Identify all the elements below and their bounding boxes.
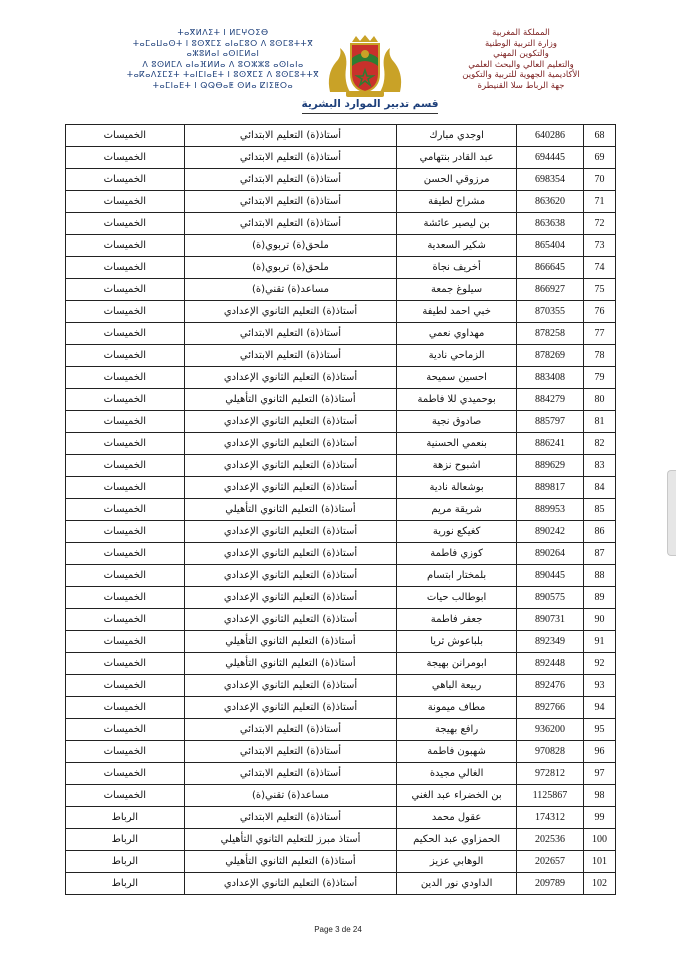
grade-cell: أستاذ(ة) التعليم الثانوي الإعدادي	[184, 367, 397, 389]
directorate-cell: الخميسات	[66, 345, 185, 367]
directorate-cell: الخميسات	[66, 169, 185, 191]
employee-id-cell: 890264	[516, 543, 583, 565]
table-row	[66, 587, 616, 609]
employee-id-cell: 886241	[516, 433, 583, 455]
employee-id-cell: 174312	[516, 807, 583, 829]
employee-id-cell: 889817	[516, 477, 583, 499]
row-number-cell: 102	[584, 873, 616, 895]
grade-cell: أستاذ(ة) التعليم الثانوي الإعدادي	[184, 873, 397, 895]
directorate-cell: الخميسات	[66, 455, 185, 477]
table-row	[66, 191, 616, 213]
grade-cell: أستاذ(ة) التعليم الثانوي الإعدادي	[184, 675, 397, 697]
employee-name-cell: الداودي نور الدين	[397, 873, 517, 895]
employee-name-cell: بوحميدي للا فاطمة	[397, 389, 517, 411]
row-number-cell: 93	[584, 675, 616, 697]
directorate-cell: الخميسات	[66, 719, 185, 741]
grade-cell: أستاذ(ة) التعليم الثانوي الإعدادي	[184, 543, 397, 565]
employee-name-cell: شكير السعدية	[397, 235, 517, 257]
employee-id-cell: 892476	[516, 675, 583, 697]
directorate-cell: الخميسات	[66, 741, 185, 763]
row-number-cell: 74	[584, 257, 616, 279]
employee-id-cell: 890731	[516, 609, 583, 631]
directorate-cell: الخميسات	[66, 653, 185, 675]
header-tifinagh-line: ⵜⴰⵎⴰⵡⴰⵙⵜ ⵏ ⵓⵙⴳⵎⵉ ⴰⵏⴰⵎⵓⵔ ⴷ ⵓⵙⵎⵓⵜⵜⴳ	[132, 38, 314, 48]
grade-cell: أستاذ(ة) التعليم الابتدائي	[184, 125, 397, 147]
employee-id-cell: 694445	[516, 147, 583, 169]
employee-name-cell: اوجدي مبارك	[397, 125, 517, 147]
table-row	[66, 565, 616, 587]
header-arabic-line: والتعليم العالي والبحث العلمي	[468, 59, 574, 70]
employee-id-cell: 890575	[516, 587, 583, 609]
table-row	[66, 873, 616, 895]
grade-cell: أستاذ(ة) التعليم الثانوي الإعدادي	[184, 521, 397, 543]
table-row	[66, 741, 616, 763]
directorate-cell: الخميسات	[66, 323, 185, 345]
header-arabic-line: المملكة المغربية	[492, 28, 550, 38]
document-header	[0, 0, 676, 122]
employee-id-cell: 878269	[516, 345, 583, 367]
directorate-cell: الخميسات	[66, 125, 185, 147]
directorate-cell: الخميسات	[66, 499, 185, 521]
row-number-cell: 89	[584, 587, 616, 609]
table-row	[66, 697, 616, 719]
directorate-cell: الخميسات	[66, 191, 185, 213]
employee-id-cell: 866645	[516, 257, 583, 279]
table-row	[66, 609, 616, 631]
employee-id-cell: 936200	[516, 719, 583, 741]
employee-name-cell: مشراح لطيفة	[397, 191, 517, 213]
row-number-cell: 88	[584, 565, 616, 587]
employee-name-cell: بلباعوش ثريا	[397, 631, 517, 653]
directorate-cell: الخميسات	[66, 609, 185, 631]
table-row	[66, 675, 616, 697]
row-number-cell: 69	[584, 147, 616, 169]
row-number-cell: 76	[584, 301, 616, 323]
row-number-cell: 72	[584, 213, 616, 235]
row-number-cell: 97	[584, 763, 616, 785]
employee-id-cell: 890445	[516, 565, 583, 587]
scrollbar-handle[interactable]	[667, 470, 676, 556]
row-number-cell: 101	[584, 851, 616, 873]
header-tifinagh-line: ⵜⴰⵎⵏⴰⴹⵜ ⵏ ⵕⵕⴱⴰⵟ ⵙⵍⴰ ⵇⵏⵉⵟⵔⴰ	[152, 80, 294, 90]
directorate-cell: الخميسات	[66, 279, 185, 301]
directorate-cell: الخميسات	[66, 213, 185, 235]
row-number-cell: 83	[584, 455, 616, 477]
grade-cell: أستاذ(ة) التعليم الابتدائي	[184, 763, 397, 785]
employee-name-cell: الحمزاوي عبد الحكيم	[397, 829, 517, 851]
grade-cell: أستاذ(ة) التعليم الابتدائي	[184, 191, 397, 213]
employee-id-cell: 883408	[516, 367, 583, 389]
employee-id-cell: 202536	[516, 829, 583, 851]
grade-cell: ملحق(ة) تربوي(ة)	[184, 257, 397, 279]
directorate-cell: الرباط	[66, 829, 185, 851]
directorate-cell: الخميسات	[66, 235, 185, 257]
table-row	[66, 653, 616, 675]
grade-cell: أستاذ(ة) التعليم الثانوي الإعدادي	[184, 587, 397, 609]
employee-name-cell: سيلوغ جمعة	[397, 279, 517, 301]
table-row	[66, 323, 616, 345]
employee-name-cell: الزماحي نادية	[397, 345, 517, 367]
directorate-cell: الخميسات	[66, 785, 185, 807]
directorate-cell: الخميسات	[66, 367, 185, 389]
table-row	[66, 301, 616, 323]
table-row	[66, 367, 616, 389]
row-number-cell: 79	[584, 367, 616, 389]
employee-name-cell: بن الخضراء عبد الغني	[397, 785, 517, 807]
row-number-cell: 85	[584, 499, 616, 521]
grade-cell: مساعد(ة) تقني(ة)	[184, 279, 397, 301]
row-number-cell: 90	[584, 609, 616, 631]
employee-name-cell: صادوق نجية	[397, 411, 517, 433]
directorate-cell: الرباط	[66, 851, 185, 873]
table-row	[66, 147, 616, 169]
table-row	[66, 389, 616, 411]
grade-cell: أستاذ(ة) التعليم الثانوي الإعدادي	[184, 455, 397, 477]
employee-id-cell: 865404	[516, 235, 583, 257]
employee-name-cell: كغيكع نورية	[397, 521, 517, 543]
employee-name-cell: اشبوح نزهة	[397, 455, 517, 477]
employee-id-cell: 892349	[516, 631, 583, 653]
grade-cell: أستاذ(ة) التعليم الابتدائي	[184, 719, 397, 741]
employee-id-cell: 640286	[516, 125, 583, 147]
employee-id-cell: 863638	[516, 213, 583, 235]
department-title: قسم تدبير الموارد البشرية	[301, 98, 439, 110]
employee-name-cell: ابوطالب حيات	[397, 587, 517, 609]
table-row	[66, 433, 616, 455]
table-row	[66, 543, 616, 565]
table-row	[66, 213, 616, 235]
employee-name-cell: شريقة مريم	[397, 499, 517, 521]
grade-cell: أستاذ(ة) التعليم الابتدائي	[184, 147, 397, 169]
row-number-cell: 78	[584, 345, 616, 367]
directorate-cell: الخميسات	[66, 147, 185, 169]
table-row	[66, 411, 616, 433]
employee-id-cell: 202657	[516, 851, 583, 873]
grade-cell: أستاذ مبرز للتعليم الثانوي التأهيلي	[184, 829, 397, 851]
directorate-cell: الخميسات	[66, 433, 185, 455]
row-number-cell: 73	[584, 235, 616, 257]
row-number-cell: 75	[584, 279, 616, 301]
table-row	[66, 477, 616, 499]
grade-cell: أستاذ(ة) التعليم الثانوي التأهيلي	[184, 653, 397, 675]
table-row	[66, 455, 616, 477]
employee-id-cell: 870355	[516, 301, 583, 323]
directorate-cell: الخميسات	[66, 565, 185, 587]
row-number-cell: 68	[584, 125, 616, 147]
grade-cell: أستاذ(ة) التعليم الابتدائي	[184, 323, 397, 345]
employee-name-cell: بلمختار ابتسام	[397, 565, 517, 587]
directorate-cell: الخميسات	[66, 477, 185, 499]
row-number-cell: 100	[584, 829, 616, 851]
employee-name-cell: مرزوقي الحسن	[397, 169, 517, 191]
employee-name-cell: بوشعالة نادية	[397, 477, 517, 499]
employee-id-cell: 972812	[516, 763, 583, 785]
grade-cell: أستاذ(ة) التعليم الابتدائي	[184, 213, 397, 235]
row-number-cell: 95	[584, 719, 616, 741]
employee-id-cell: 892448	[516, 653, 583, 675]
employee-id-cell: 970828	[516, 741, 583, 763]
employee-name-cell: بنعمي الحسنية	[397, 433, 517, 455]
grade-cell: أستاذ(ة) التعليم الثانوي التأهيلي	[184, 499, 397, 521]
page-number: Page 3 de 24	[314, 925, 362, 934]
row-number-cell: 87	[584, 543, 616, 565]
employee-name-cell: جعفر فاطمة	[397, 609, 517, 631]
row-number-cell: 71	[584, 191, 616, 213]
employee-name-cell: عقول محمد	[397, 807, 517, 829]
grade-cell: أستاذ(ة) التعليم الابتدائي	[184, 807, 397, 829]
staff-table-body	[66, 125, 616, 895]
row-number-cell: 99	[584, 807, 616, 829]
directorate-cell: الخميسات	[66, 301, 185, 323]
grade-cell: أستاذ(ة) التعليم الثانوي الإعدادي	[184, 477, 397, 499]
employee-id-cell: 209789	[516, 873, 583, 895]
table-row	[66, 829, 616, 851]
row-number-cell: 80	[584, 389, 616, 411]
header-tifinagh-line: ⵜⴰⴽⴰⴷⵉⵎⵉⵜ ⵜⴰⵏⵎⵏⴰⴹⵜ ⵏ ⵓⵙⴳⵎⵉ ⴷ ⵓⵙⵎⵓⵜⵜⴳ	[126, 70, 320, 79]
employee-id-cell: 698354	[516, 169, 583, 191]
row-number-cell: 77	[584, 323, 616, 345]
table-row	[66, 499, 616, 521]
header-tifinagh-line: ⵜⴰⴳⵍⴷⵉⵜ ⵏ ⵍⵎⵖⵔⵉⴱ	[177, 28, 269, 37]
directorate-cell: الرباط	[66, 807, 185, 829]
directorate-cell: الرباط	[66, 873, 185, 895]
row-number-cell: 86	[584, 521, 616, 543]
employee-name-cell: عبد القادر بنتهامي	[397, 147, 517, 169]
table-row	[66, 125, 616, 147]
employee-id-cell: 878258	[516, 323, 583, 345]
employee-id-cell: 1125867	[516, 785, 583, 807]
coat-of-arms-icon	[322, 34, 408, 98]
table-row	[66, 631, 616, 653]
row-number-cell: 94	[584, 697, 616, 719]
grade-cell: أستاذ(ة) التعليم الثانوي الإعدادي	[184, 411, 397, 433]
grade-cell: أستاذ(ة) التعليم الابتدائي	[184, 741, 397, 763]
employee-id-cell: 889629	[516, 455, 583, 477]
row-number-cell: 84	[584, 477, 616, 499]
header-tifinagh-block	[108, 28, 338, 91]
employee-name-cell: رافع بهيجة	[397, 719, 517, 741]
table-row	[66, 719, 616, 741]
directorate-cell: الخميسات	[66, 697, 185, 719]
grade-cell: مساعد(ة) تقني(ة)	[184, 785, 397, 807]
grade-cell: أستاذ(ة) التعليم الثانوي الإعدادي	[184, 301, 397, 323]
grade-cell: أستاذ(ة) التعليم الثانوي الإعدادي	[184, 609, 397, 631]
table-row	[66, 521, 616, 543]
grade-cell: ملحق(ة) تربوي(ة)	[184, 235, 397, 257]
employee-name-cell: أخريف نجاة	[397, 257, 517, 279]
employee-name-cell: ابومرانن بهيجة	[397, 653, 517, 675]
header-arabic-line: الأكاديمية الجهوية للتربية والتكوين	[462, 70, 580, 80]
grade-cell: أستاذ(ة) التعليم الثانوي الإعدادي	[184, 565, 397, 587]
directorate-cell: الخميسات	[66, 257, 185, 279]
employee-name-cell: الغالي مجيدة	[397, 763, 517, 785]
header-tifinagh-line: ⴷ ⵓⵙⵍⵎⴷ ⴰⵏⴰⴼⵍⵍⴰ ⴷ ⵓⵔⵣⵣⵓ ⴰⵙⵏⴰⵏⴰ	[142, 59, 304, 69]
grade-cell: أستاذ(ة) التعليم الثانوي التأهيلي	[184, 631, 397, 653]
directorate-cell: الخميسات	[66, 389, 185, 411]
employee-name-cell: ربيعة الباهي	[397, 675, 517, 697]
employee-name-cell: كوزي فاطمة	[397, 543, 517, 565]
table-row	[66, 257, 616, 279]
header-arabic-line: جهة الرباط سلا القنيطرة	[477, 80, 565, 91]
directorate-cell: الخميسات	[66, 521, 185, 543]
table-row	[66, 763, 616, 785]
employee-id-cell: 884279	[516, 389, 583, 411]
employee-id-cell: 889953	[516, 499, 583, 521]
employee-id-cell: 892766	[516, 697, 583, 719]
row-number-cell: 82	[584, 433, 616, 455]
table-row	[66, 279, 616, 301]
employee-name-cell: احسين سميحة	[397, 367, 517, 389]
grade-cell: أستاذ(ة) التعليم الابتدائي	[184, 345, 397, 367]
row-number-cell: 98	[584, 785, 616, 807]
employee-name-cell: بن ليصير عائشة	[397, 213, 517, 235]
table-row	[66, 785, 616, 807]
row-number-cell: 92	[584, 653, 616, 675]
directorate-cell: الخميسات	[66, 675, 185, 697]
directorate-cell: الخميسات	[66, 411, 185, 433]
header-arabic-line: وزارة التربية الوطنية	[484, 38, 558, 49]
employee-name-cell: الوهابي عزيز	[397, 851, 517, 873]
row-number-cell: 70	[584, 169, 616, 191]
grade-cell: أستاذ(ة) التعليم الثانوي الإعدادي	[184, 697, 397, 719]
table-row	[66, 807, 616, 829]
directorate-cell: الخميسات	[66, 631, 185, 653]
employee-name-cell: مهداوي نعمي	[397, 323, 517, 345]
table-row	[66, 169, 616, 191]
employee-id-cell: 866927	[516, 279, 583, 301]
grade-cell: أستاذ(ة) التعليم الثانوي التأهيلي	[184, 389, 397, 411]
row-number-cell: 91	[584, 631, 616, 653]
employee-id-cell: 890242	[516, 521, 583, 543]
employee-name-cell: شهبون فاطمة	[397, 741, 517, 763]
employee-name-cell: مطاف ميمونة	[397, 697, 517, 719]
table-row	[66, 851, 616, 873]
directorate-cell: الخميسات	[66, 763, 185, 785]
header-arabic-block	[416, 28, 626, 91]
row-number-cell: 81	[584, 411, 616, 433]
employee-name-cell: خبي احمد لطيفة	[397, 301, 517, 323]
header-arabic-line: والتكوين المهني	[493, 49, 549, 59]
header-tifinagh-line: ⴰⵣⵓⵍⴰⵏ ⴰⵙⵏⵎⵍⴰⵏ	[186, 49, 260, 58]
department-underline	[302, 113, 438, 114]
directorate-cell: الخميسات	[66, 587, 185, 609]
employee-id-cell: 863620	[516, 191, 583, 213]
directorate-cell: الخميسات	[66, 543, 185, 565]
grade-cell: أستاذ(ة) التعليم الثانوي الإعدادي	[184, 433, 397, 455]
row-number-cell: 96	[584, 741, 616, 763]
table-row	[66, 235, 616, 257]
grade-cell: أستاذ(ة) التعليم الثانوي التأهيلي	[184, 851, 397, 873]
grade-cell: أستاذ(ة) التعليم الابتدائي	[184, 169, 397, 191]
table-row	[66, 345, 616, 367]
staff-table	[65, 124, 616, 895]
employee-id-cell: 885797	[516, 411, 583, 433]
